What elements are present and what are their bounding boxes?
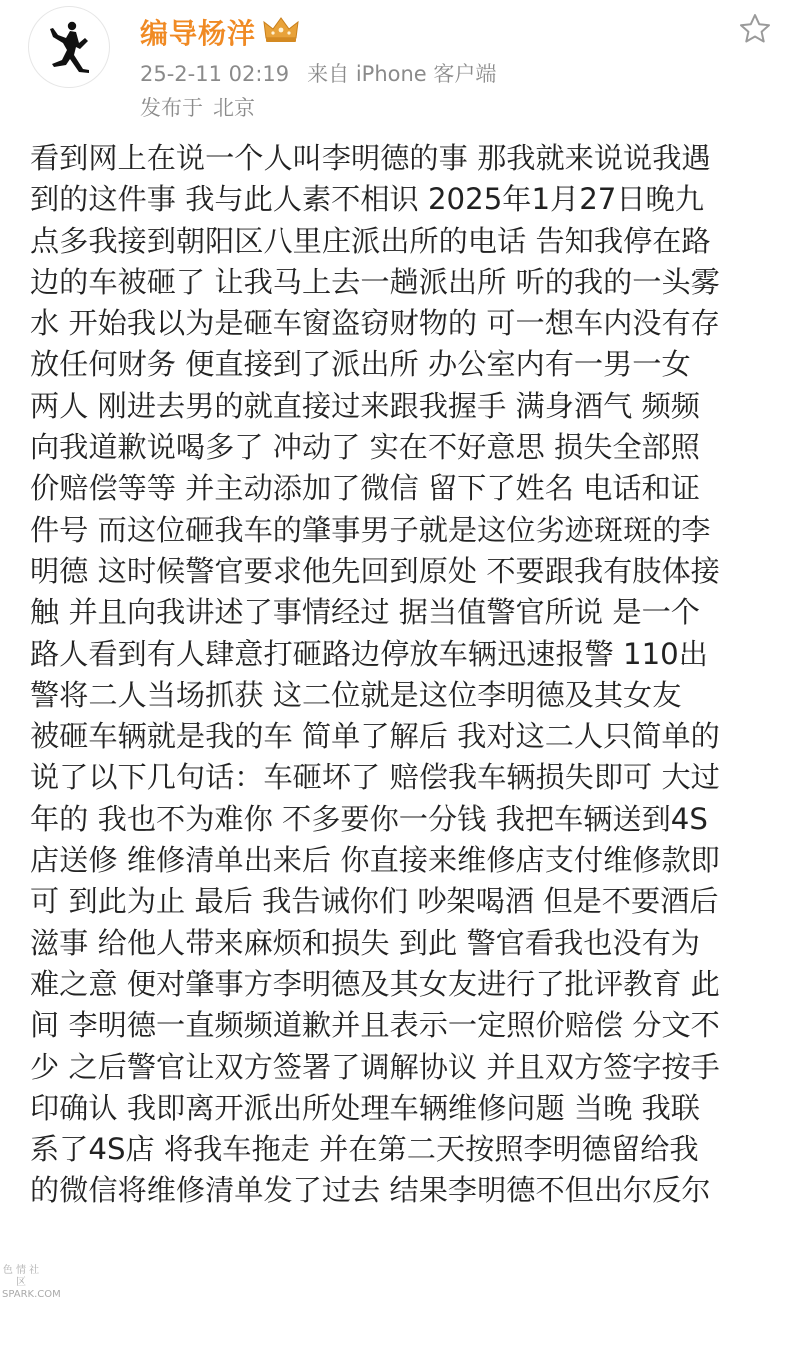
post-body-line: 滋事 给他人带来麻烦和损失 到此 警官看我也没有为 [30, 925, 700, 960]
post-body-line: 少 之后警官让双方签署了调解协议 并且双方签字按手 [30, 1049, 720, 1084]
post-source[interactable]: 来自 iPhone 客户端 [307, 62, 497, 86]
post-body-line: 说了以下几句话：车砸坏了 赔偿我车辆损失即可 大过 [30, 760, 720, 795]
post-timestamp: 25-2-11 02:19 [140, 62, 290, 86]
post-body-line: 到的这件事 我与此人素不相识 2025年1月27日晚九 [30, 182, 704, 217]
post-body-line: 明德 这时候警官要求他先回到原处 不要跟我有肢体接 [30, 553, 720, 588]
post-body-line: 店送修 维修清单出来后 你直接来维修店支付维修款即 [30, 843, 720, 878]
post-body-line: 放任何财务 便直接到了派出所 办公室内有一男一女 [30, 347, 691, 382]
post-body-line: 价赔偿等等 并主动添加了微信 留下了姓名 电话和证 [30, 471, 700, 506]
post-body-line: 难之意 便对肇事方李明德及其女友进行了批评教育 此 [30, 966, 720, 1001]
post-body-line: 点多我接到朝阳区八里庄派出所的电话 告知我停在路 [30, 223, 711, 258]
location-value: 北京 [213, 96, 255, 120]
star-outline-icon[interactable] [738, 12, 772, 46]
post-body-line: 间 李明德一直频频道歉并且表示一定照价赔偿 分文不 [30, 1008, 720, 1043]
location-label: 发布于 [140, 96, 203, 120]
watermark-line: SPARK.COM [2, 1289, 61, 1300]
post-body-line: 两人 刚进去男的就直接过来跟我握手 满身酒气 频频 [30, 388, 700, 423]
post-body-line: 可 到此为止 最后 我告诫你们 吵架喝酒 但是不要酒后 [30, 884, 719, 919]
post-body-line: 件号 而这位砸我车的肇事男子就是这位劣迹斑斑的李 [30, 512, 711, 547]
post-body-line: 水 开始我以为是砸车窗盗窃财物的 可一想车内没有存 [30, 306, 720, 341]
post-body-line: 年的 我也不为难你 不多要你一分钱 我把车辆送到4S [30, 801, 708, 836]
post-meta [140, 58, 496, 88]
post-body-line: 看到网上在说一个人叫李明德的事 那我就来说说我遇 [30, 141, 711, 175]
post-body-line: 警将二人当场抓获 这二位就是这位李明德及其女友 [30, 677, 682, 712]
post-header [0, 0, 800, 125]
avatar[interactable] [28, 6, 110, 88]
post-location [140, 92, 255, 122]
post-body-line: 印确认 我即离开派出所处理车辆维修问题 当晚 我联 [30, 1090, 700, 1125]
post-body-line: 系了4S店 将我车拖走 并在第二天按照李明德留给我 [30, 1132, 699, 1167]
post-body-line: 向我道歉说喝多了 冲动了 实在不好意思 损失全部照 [30, 430, 700, 465]
jumpman-logo-icon [39, 17, 99, 77]
watermark-line: 色 情 社 区 [2, 1265, 40, 1288]
post-body-line: 边的车被砸了 让我马上去一趟派出所 听的我的一头雾 [30, 264, 720, 299]
post-body [30, 138, 775, 1212]
author-name[interactable]: 编导杨洋 [140, 17, 257, 50]
post-body-line: 被砸车辆就是我的车 简单了解后 我对这二人只简单的 [30, 719, 720, 754]
post-body-line: 路人看到有人肆意打砸路边停放车辆迅速报警 110出 [30, 636, 708, 671]
crown-icon [262, 14, 300, 44]
watermark [2, 1265, 61, 1301]
post-body-line: 的微信将维修清单发了过去 结果李明德不但出尔反尔 [30, 1173, 711, 1208]
post-body-line: 触 并且向我讲述了事情经过 据当值警官所说 是一个 [30, 595, 700, 630]
